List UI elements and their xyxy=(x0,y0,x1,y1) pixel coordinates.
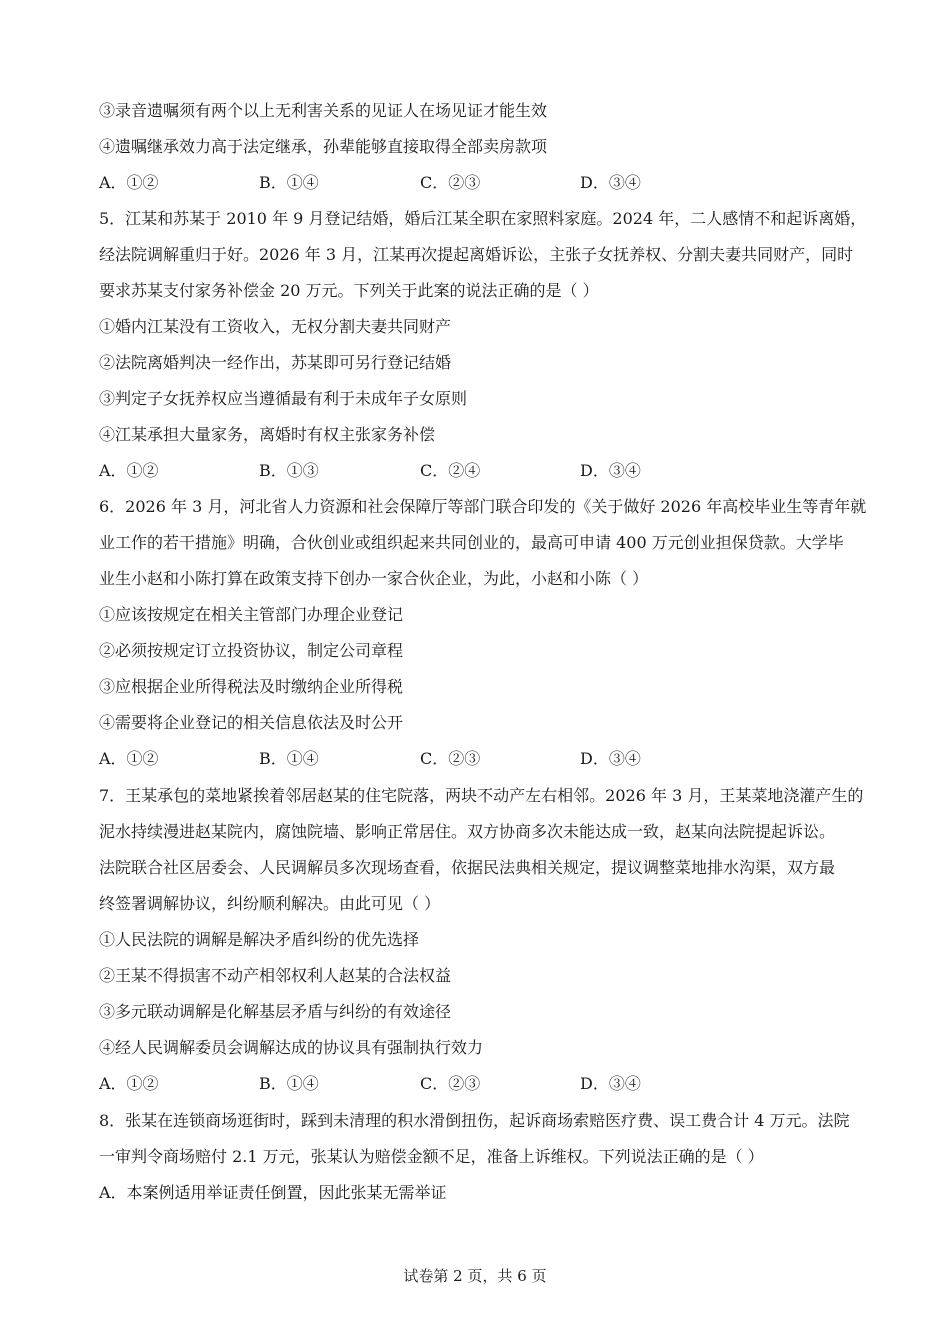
q7-stem-line-2: 泥水持续漫进赵某院内，腐蚀院墙、影响正常居住。双方协商多次未能达成一致，赵某向法院提起诉讼。 xyxy=(99,822,836,841)
q6-option-4: ④需要将企业登记的相关信息依法及时公开 xyxy=(99,713,404,732)
q5-choice-b: B．①③ xyxy=(259,461,319,480)
q6-choice-d: D．③④ xyxy=(580,749,641,768)
q7-stem-line-4: 终签署调解协议，纠纷顺利解决。由此可见（ ） xyxy=(99,894,441,913)
q6-option-1: ①应该按规定在相关主管部门办理企业登记 xyxy=(99,605,404,624)
q8-stem-line-2: 一审判令商场赔付 2.1 万元，张某认为赔偿金额不足，准备上诉维权。下列说法正确的是（ ） xyxy=(99,1147,764,1166)
q4-option-4: ④遗嘱继承效力高于法定继承，孙辈能够直接取得全部卖房款项 xyxy=(99,137,548,156)
q4-choice-b: B．①④ xyxy=(259,173,319,192)
q5-stem-line-1: 5．江某和苏某于 2010 年 9 月登记结婚，婚后江某全职在家照料家庭。2024 年，二人感情不和起诉离婚， xyxy=(99,209,867,228)
q7-choice-b: B．①④ xyxy=(259,1074,319,1093)
q6-stem-line-2: 业工作的若干措施》明确，合伙创业或组织起来共同创业的，最高可申请 400 万元创业担保贷款。大学毕 xyxy=(99,533,844,552)
q5-option-4: ④江某承担大量家务，离婚时有权主张家务补偿 xyxy=(99,425,436,444)
q4-choice-c: C．②③ xyxy=(420,173,481,192)
q7-option-3: ③多元联动调解是化解基层矛盾与纠纷的有效途径 xyxy=(99,1002,452,1021)
q7-option-1: ①人民法院的调解是解决矛盾纠纷的优先选择 xyxy=(99,930,420,949)
q7-stem-line-3: 法院联合社区居委会、人民调解员多次现场查看，依据民法典相关规定，提议调整菜地排水沟渠，双方最 xyxy=(99,858,836,877)
q6-stem-line-3: 业生小赵和小陈打算在政策支持下创办一家合伙企业，为此，小赵和小陈（ ） xyxy=(99,569,649,588)
q5-option-3: ③判定子女抚养权应当遵循最有利于未成年子女原则 xyxy=(99,389,468,408)
q5-choice-a: A．①② xyxy=(99,461,159,480)
q6-choice-b: B．①④ xyxy=(259,749,319,768)
q6-option-3: ③应根据企业所得税法及时缴纳企业所得税 xyxy=(99,677,404,696)
q4-choice-d: D．③④ xyxy=(580,173,641,192)
q7-option-2: ②王某不得损害不动产相邻权利人赵某的合法权益 xyxy=(99,966,452,985)
q6-stem-line-1: 6．2026 年 3 月，河北省人力资源和社会保障厅等部门联合印发的《关于做好 2026 年高校毕业生等青年就 xyxy=(99,497,867,516)
q8-option-a: A．本案例适用举证责任倒置，因此张某无需举证 xyxy=(99,1183,447,1202)
q7-option-4: ④经人民调解委员会调解达成的协议具有强制执行效力 xyxy=(99,1038,484,1057)
q4-choice-a: A．①② xyxy=(99,173,159,192)
q7-choice-d: D．③④ xyxy=(580,1074,641,1093)
q5-stem-line-2: 经法院调解重归于好。2026 年 3 月，江某再次提起离婚诉讼，主张子女抚养权、分割夫妻共同财产，同时 xyxy=(99,245,854,264)
q6-choice-a: A．①② xyxy=(99,749,159,768)
q6-choice-c: C．②③ xyxy=(420,749,481,768)
q5-option-1: ①婚内江某没有工资收入，无权分割夫妻共同财产 xyxy=(99,317,452,336)
page-footer: 试卷第 2 页，共 6 页 xyxy=(403,1267,547,1285)
q5-choice-d: D．③④ xyxy=(580,461,641,480)
q7-choice-c: C．②③ xyxy=(420,1074,481,1093)
q6-option-2: ②必须按规定订立投资协议，制定公司章程 xyxy=(99,641,404,660)
q5-choice-c: C．②④ xyxy=(420,461,481,480)
q4-option-3: ③录音遗嘱须有两个以上无利害关系的见证人在场见证才能生效 xyxy=(99,101,548,120)
q5-stem-line-3: 要求苏某支付家务补偿金 20 万元。下列关于此案的说法正确的是（ ） xyxy=(99,281,599,300)
q8-stem-line-1: 8．张某在连锁商场逛街时，踩到未清理的积水滑倒扭伤，起诉商场索赔医疗费、误工费合计 4 万元。法院 xyxy=(99,1111,850,1130)
q7-stem-line-1: 7．王某承包的菜地紧挨着邻居赵某的住宅院落，两块不动产左右相邻。2026 年 3 月，王某菜地浇灌产生的 xyxy=(99,786,864,805)
q5-option-2: ②法院离婚判决一经作出，苏某即可另行登记结婚 xyxy=(99,353,452,372)
q7-choice-a: A．①② xyxy=(99,1074,159,1093)
